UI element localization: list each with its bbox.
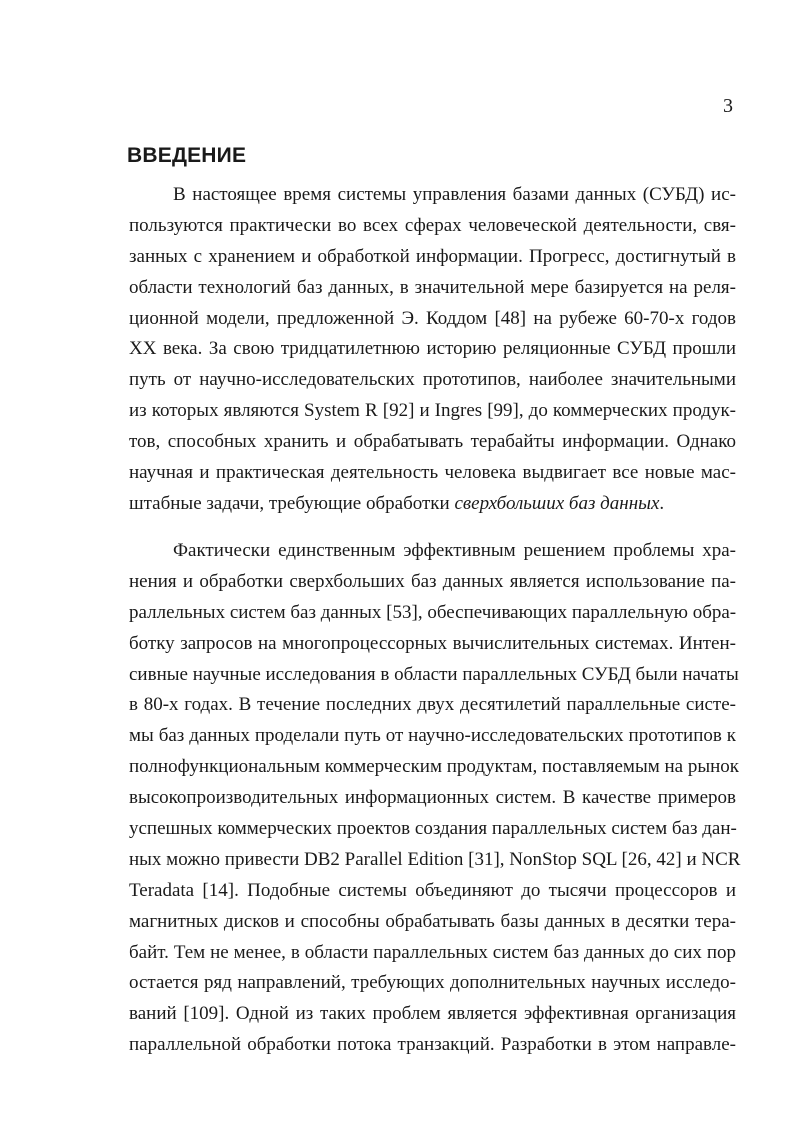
text-line: мы баз данных проделали путь от научно-исследовательских прототипов к — [129, 725, 736, 747]
text-line: из которых являются System R [92] и Ingres [99], до коммерческих продук- — [129, 400, 736, 422]
emphasized-term: сверхбольших баз данных — [454, 492, 660, 514]
text-line: параллельной обработки потока транзакций. Разработки в этом направле- — [129, 1034, 736, 1056]
text-line: области технологий баз данных, в значительной мере базируется на реля- — [129, 276, 736, 298]
text-line: занных с хранением и обработкой информации. Прогресс, достигнутый в — [129, 245, 736, 267]
text-line: успешных коммерческих проектов создания параллельных систем баз дан- — [129, 818, 737, 840]
text-line: байт. Тем не менее, в области параллельных систем баз данных до сих пор — [129, 941, 736, 963]
text-line: ваний [109]. Одной из таких проблем является эффективная организация — [129, 1003, 736, 1025]
paragraph-1 — [129, 180, 736, 520]
text-fragment: штабные задачи, требующие обработки — [129, 492, 455, 514]
paragraph-2 — [129, 536, 741, 1061]
text-line: тов, способных хранить и обрабатывать терабайты информации. Однако — [129, 431, 736, 453]
text-line: нения и обработки сверхбольших баз данных является использование па- — [129, 570, 736, 592]
text-line: путь от научно-исследовательских прототипов, наиболее значительными — [129, 369, 736, 391]
section-heading: ВВЕДЕНИЕ — [127, 144, 247, 167]
text-line: XX века. За свою тридцатилетнюю историю реляционные СУБД прошли — [129, 338, 736, 360]
text-line: научная и практическая деятельность человека выдвигает все новые мас- — [129, 462, 736, 484]
text-line-last — [129, 489, 736, 520]
text-line: сивные научные исследования в области параллельных СУБД были начаты — [129, 663, 739, 685]
text-fragment: . — [659, 492, 665, 514]
text-line: В настоящее время системы управления базами данных (СУБД) ис- — [173, 184, 736, 205]
text-line: пользуются практически во всех сферах человеческой деятельности, свя- — [129, 214, 736, 236]
text-line: Фактически единственным эффективным решением проблемы хра- — [173, 540, 736, 561]
text-line: остается ряд направлений, требующих дополнительных научных исследо- — [129, 972, 736, 994]
text-line: в 80-х годах. В течение последних двух десятилетий параллельные систе- — [129, 694, 736, 716]
text-line: ных можно привести DB2 Parallel Edition [31], NonStop SQL [26, 42] и NCR — [129, 848, 741, 870]
text-line: ционной модели, предложенной Э. Коддом [48] на рубеже 60-70-х годов — [129, 307, 736, 329]
page-number: 3 — [723, 95, 733, 117]
text-line: раллельных систем баз данных [53], обеспечивающих параллельную обра- — [129, 601, 737, 623]
text-line: магнитных дисков и способны обрабатывать базы данных в десятки тера- — [129, 910, 736, 932]
text-line: высокопроизводительных информационных систем. В качестве примеров — [129, 787, 736, 809]
text-line: ботку запросов на многопроцессорных вычислительных системах. Интен- — [129, 632, 736, 654]
text-line: полнофункциональным коммерческим продуктам, поставляемым на рынок — [129, 756, 739, 778]
text-line: Teradata [14]. Подобные системы объединяют до тысячи процессоров и — [129, 879, 736, 901]
